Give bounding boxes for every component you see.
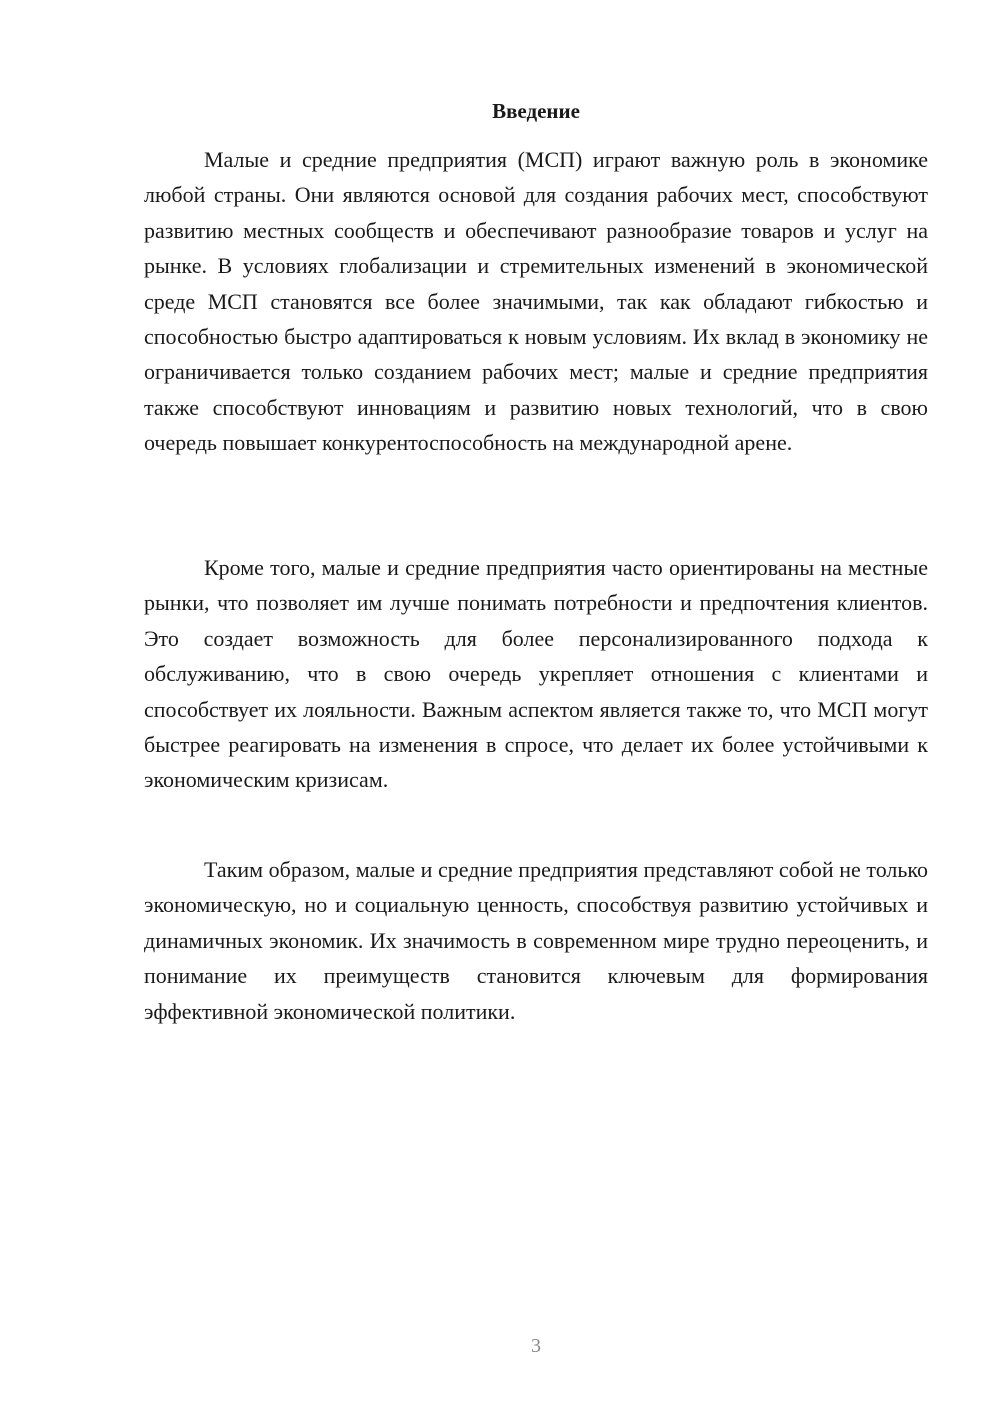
page-number: 3 bbox=[531, 1335, 541, 1357]
paragraph-3: Таким образом, малые и средние предприятия представляют собой не только экономическую, но и социальную ценность, способствуя развитию устойчивых и динамичных экономик. Их значимость в современном мире трудно переоценить, и понимание их преимуществ становится ключевым для формирования эффективной экономической политики. bbox=[144, 857, 928, 1024]
section-title: Введение bbox=[492, 99, 580, 123]
paragraph-2: Кроме того, малые и средние предприятия часто ориентированы на местные рынки, что позволяет им лучше понимать потребности и предпочтения клиентов. Это создает возможность для более персонализированного подхода к обслуживанию, что в свою очередь укрепляет отношения с клиентами и способствует их лояльности. Важным аспектом является также то, что МСП могут быстрее реагировать на изменения в спросе, что делает их более устойчивыми к экономическим кризисам. bbox=[144, 555, 928, 793]
paragraph-1: Малые и средние предприятия (МСП) играют важную роль в экономике любой страны. Они являются основой для создания рабочих мест, способствуют развитию местных сообществ и обеспечивают разнообразие товаров и услуг на рынке. В условиях глобализации и стремительных изменений в экономической среде МСП становятся все более значимыми, так как обладают гибкостью и способностью быстро адаптироваться к новым условиям. Их вклад в экономику не ограничивается только созданием рабочих мест; малые и средние предприятия также способствуют инновациям и развитию новых технологий, что в свою очередь повышает конкурентоспособность на международной арене. bbox=[144, 147, 928, 456]
